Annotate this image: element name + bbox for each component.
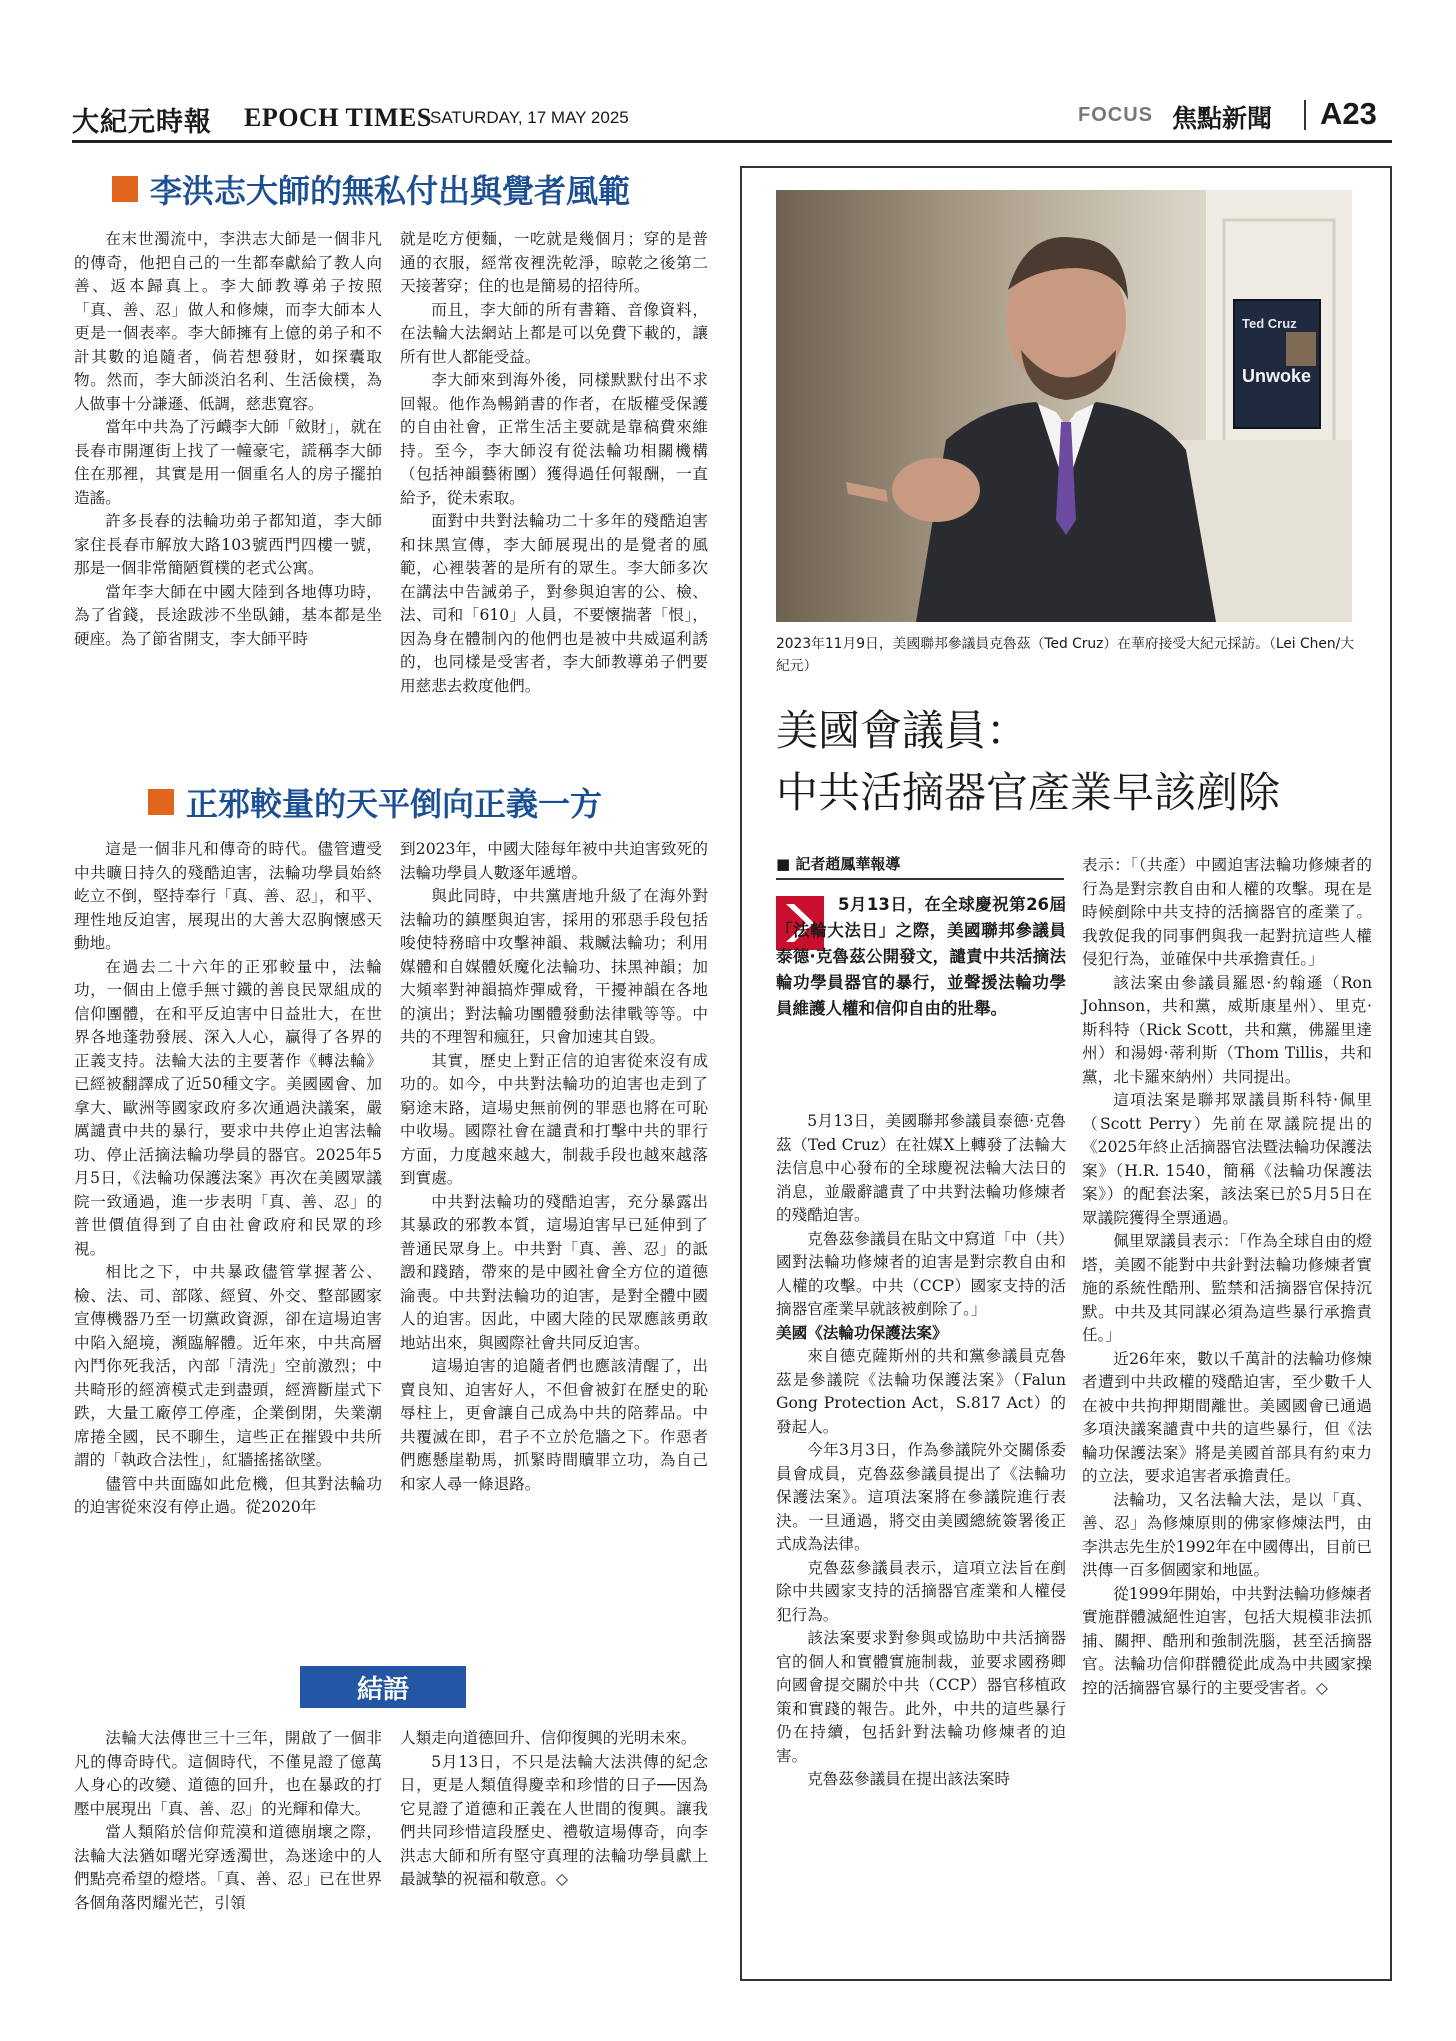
book-author-text: Ted Cruz bbox=[1242, 316, 1297, 331]
paragraph: 在末世濁流中，李洪志大師是一個非凡的傳奇，他把自己的一生都奉獻給了教人向善、返本歸真上。李大師教導弟子按照「真、善、忍」做人和修煉，而李大師本人更是一個表率。李大師擁有上億的弟子和不計其數的追隨者，倘若想發財，如探囊取物。然而，李大師淡泊名利、生活儉樸，為人做事十分謙遜、低調，慈悲寬容。 bbox=[74, 230, 382, 413]
feature-col1 bbox=[776, 1110, 1066, 1792]
section-name: 焦點新聞 bbox=[1172, 104, 1273, 133]
paragraph: 5月13日，美國聯邦參議員泰德·克魯茲（Ted Cruz）在社媒X上轉發了法輪大法信息中心發布的全球慶祝法輪大法日的消息，並嚴辭譴責了中共對法輪功修煉者的殘酷迫害。 bbox=[776, 1112, 1066, 1224]
byline: ■ 記者趙鳳華報導 bbox=[776, 855, 901, 873]
closing-heading: 結語 bbox=[300, 1666, 466, 1708]
section1-heading-text: 李洪志大師的無私付出與覺者風範 bbox=[150, 172, 631, 210]
paragraph: 法輪大法傳世三十三年，開啟了一個非凡的傳奇時代。這個時代，不僅見證了億萬人身心的改變、道德的回升，也在暴政的打壓中展現出「真、善、忍」的光輝和偉大。 bbox=[74, 1729, 382, 1818]
section2-heading-text: 正邪較量的天平倒向正義一方 bbox=[186, 785, 603, 823]
paragraph: 當年李大師在中國大陸到各地傳功時，為了省錢，長途跋涉不坐臥鋪，基本都是坐硬座。為了節省開支，李大師平時 bbox=[74, 582, 382, 648]
paragraph: 這項法案是聯邦眾議員斯科特·佩里（Scott Perry）先前在眾議院提出的《2025年終止活摘器官法暨法輪功保護法案》（H.R. 1540，簡稱《法輪功保護法案》）的配套法案，該法案已於5月5日在眾議院獲得全票通過。 bbox=[1082, 1091, 1372, 1227]
page-number: A23 bbox=[1320, 96, 1377, 131]
paragraph: 就是吃方便麵，一吃就是幾個月；穿的是普通的衣服，經常夜裡洗乾淨，晾乾之後第二天接著穿；住的也是簡易的招待所。 bbox=[400, 230, 708, 295]
section1-col1 bbox=[74, 228, 382, 651]
paragraph: 儘管中共面臨如此危機，但其對法輪功的迫害從來沒有停止過。從2020年 bbox=[74, 1474, 382, 1516]
publication-date: SATURDAY, 17 MAY 2025 bbox=[430, 108, 629, 127]
paragraph: 表示：「（共產）中國迫害法輪功修煉者的行為是對宗教自由和人權的攻擊。現在是時候剷除中共支持的活摘器官的產業了。我敦促我的同事們與我一起對抗這些人權侵犯行為，並確保中共承擔責任。」 bbox=[1082, 856, 1372, 968]
paragraph: 克魯茲參議員在貼文中寫道「中（共）國對法輪功修煉者的迫害是對宗教自由和人權的攻擊。中共（CCP）國家支持的活摘器官產業早就該被剷除了。」 bbox=[776, 1229, 1066, 1318]
section2-heading bbox=[148, 779, 602, 825]
focus-label: FOCUS bbox=[1078, 104, 1153, 126]
heading-square-icon bbox=[148, 789, 174, 815]
paragraph: 佩里眾議員表示：「作為全球自由的燈塔，美國不能對中共針對法輪功修煉者實施的系統性酷刑、監禁和活摘器官保持沉默。中共及其同謀必須為這些暴行承擔責任。」 bbox=[1082, 1232, 1372, 1344]
feature-title-line2: 中共活摘器官產業早該剷除 bbox=[776, 768, 1281, 817]
paragraph: 這是一個非凡和傳奇的時代。儘管遭受中共曠日持久的殘酷迫害，法輪功學員始終屹立不倒，堅持奉行「真、善、忍」，和平、理性地反迫害，展現出的大善大忍胸懷感天動地。 bbox=[74, 840, 382, 952]
lead-text: 5月13日，在全球慶祝第26屆「法輪大法日」之際，美國聯邦參議員泰德·克魯茲公開發文，譴責中共活摘法輪功學員器官的暴行，並聲援法輪功學員維護人權和信仰自由的壯舉。 bbox=[776, 895, 1066, 1018]
masthead-en: EPOCH TIMES bbox=[244, 103, 432, 132]
book-title-text: Unwoke bbox=[1242, 366, 1312, 386]
paragraph: 當年中共為了污衊李大師「斂財」，就在長春市開運街上找了一幢豪宅，謊稱李大師住在那裡，其實是用一個重名人的房子擺拍造謠。 bbox=[74, 418, 382, 507]
section1-col2 bbox=[400, 228, 708, 698]
paragraph: 在過去二十六年的正邪較量中，法輪功，一個由上億手無寸鐵的善良民眾組成的信仰團體，在和平反迫害中日益壯大，在世界各地蓬勃發展、深入人心，贏得了各界的正義支持。法輪大法的主要著作《轉法輪》已經被翻譯成了近50種文字。美國國會、加拿大、歐洲等國家政府多次通過決議案，嚴厲譴責中共的暴行，要求中共停止迫害法輪功、停止活摘法輪功學員的器官。2025年5月5日，《法輪功保護法案》再次在美國眾議院一致通過，進一步表明「真、善、忍」的普世價值得到了自由社會政府和民眾的珍視。 bbox=[74, 957, 382, 1258]
paragraph: 克魯茲參議員表示，這項立法旨在剷除中共國家支持的活摘器官產業和人權侵犯行為。 bbox=[776, 1558, 1066, 1624]
section3-col1 bbox=[74, 1727, 382, 1915]
paragraph: 這場迫害的追隨者們也應該清醒了，出賣良知、迫害好人，不但會被釘在歷史的恥辱柱上，更會讓自己成為中共的陪葬品。中共覆滅在即，君子不立於危牆之下。作惡者們應懸崖勒馬，抓緊時間贖罪立功，為自己和家人尋一條退路。 bbox=[400, 1357, 708, 1493]
feature-subheading: 美國《法輪功保護法案》 bbox=[776, 1323, 948, 1342]
masthead-zh: 大紀元時報 bbox=[72, 107, 212, 138]
feature-title-line1: 美國會議員： bbox=[776, 706, 1029, 755]
paragraph: 面對中共對法輪功二十多年的殘酷迫害和抹黑宣傳，李大師展現出的是覺者的風範，心裡裝著的是所有的眾生。李大師多次在講法中告誡弟子，對參與迫害的公、檢、法、司和「610」人員，不要懷揣著「恨」，因為身在體制內的他們也是被中共威逼利誘的，也同樣是受害者，李大師教導弟子們要用慈悲去救度他們。 bbox=[400, 512, 708, 695]
photo-caption: 2023年11月9日，美國聯邦參議員克魯茲（Ted Cruz）在華府接受大紀元採訪。（Lei Chen/大紀元） bbox=[776, 636, 1355, 674]
section1-heading bbox=[112, 166, 630, 212]
paragraph: 人類走向道德回升、信仰復興的光明未來。 bbox=[400, 1729, 697, 1747]
paragraph: 相比之下，中共暴政儘管掌握著公、檢、法、司、部隊、經貿、外交、整部國家宣傳機器乃至一切黨政資源，卻在這場迫害中陷入絕境，瀕臨解體。近年來，中共高層內鬥你死我活，內部「清洗」空前激烈；中共畸形的經濟模式走到盡頭，經濟斷崖式下跌，大量工廠停工停產，企業倒閉，失業潮席捲全國，民不聊生，這些正在摧毀中共所謂的「執政合法性」，紅牆搖搖欲墜。 bbox=[74, 1263, 382, 1469]
header-rule bbox=[72, 140, 1392, 143]
section3-col2 bbox=[400, 1727, 708, 1892]
paragraph: 近26年來，數以千萬計的法輪功修煉者遭到中共政權的殘酷迫害，至少數千人在被中共拘押期間離世。美國國會已通過多項決議案譴責中共的這些暴行，但《法輪功保護法案》將是美國首部具有約束力的立法，要求追害者承擔責任。 bbox=[1082, 1349, 1372, 1485]
paragraph: 法輪功，又名法輪大法，是以「真、善、忍」為修煉原則的佛家修煉法門，由李洪志先生於1992年在中國傳出，目前已洪傳一百多個國家和地區。 bbox=[1082, 1490, 1372, 1579]
paragraph: 中共對法輪功的殘酷迫害，充分暴露出其暴政的邪教本質，這場迫害早已延伸到了普通民眾身上。中共對「真、善、忍」的詆譭和踐踏，帶來的是中國社會全方位的道德淪喪。中共對法輪功的迫害，是對全體中國人的迫害。因此，中國大陸的民眾應該勇敢地站出來，與國際社會共同反迫害。 bbox=[400, 1192, 708, 1352]
paragraph: 其實，歷史上對正信的迫害從來沒有成功的。如今，中共對法輪功的迫害也走到了窮途末路，這場史無前例的罪惡也將在可恥中收場。國際社會在譴責和打擊中共的罪行方面，力度越來越大，制裁手段也越來越落到實處。 bbox=[400, 1051, 708, 1187]
header-separator bbox=[1304, 100, 1306, 130]
feature-col2 bbox=[1082, 854, 1372, 1700]
paragraph: 5月13日，不只是法輪大法洪傳的紀念日，更是人類值得慶幸和珍惜的日子──因為它見證了道德和正義在人世間的復興。讓我們共同珍惜這段歷史、禮敬這場傳奇，向李洪志大師和所有堅守真理的法輪功學員獻上最誠摯的祝福和敬意。◇ bbox=[400, 1752, 708, 1888]
interview-photo bbox=[776, 190, 1352, 622]
heading-square-icon bbox=[112, 176, 138, 202]
paragraph: 克魯茲參議員在提出該法案時 bbox=[807, 1770, 1010, 1788]
paragraph: 許多長春的法輪功弟子都知道，李大師家住長春市解放大路103號西門四樓一號，那是一個非常簡陋質樸的老式公寓。 bbox=[74, 512, 382, 577]
paragraph: 該法案由參議員羅恩·約翰遜（Ron Johnson，共和黨，威斯康星州）、里克·斯科特（Rick Scott，共和黨，佛羅里達州）和湯姆·蒂利斯（Thom Tillis，共和黨，北卡羅來納州）共同提出。 bbox=[1082, 973, 1372, 1086]
section2-col2 bbox=[400, 838, 708, 1496]
lead-paragraph bbox=[776, 892, 1066, 1022]
paragraph: 今年3月3日，作為參議院外交關係委員會成員，克魯茲參議員提出了《法輪功保護法案》。這項法案將在參議院進行表決。一旦通過，將交由美國總統簽署後正式成為法律。 bbox=[776, 1441, 1066, 1553]
paragraph: 到2023年，中國大陸每年被中共迫害致死的法輪功學員人數逐年遞增。 bbox=[400, 840, 708, 882]
feature-title bbox=[776, 700, 1376, 824]
paragraph: 李大師來到海外後，同樣默默付出不求回報。他作為暢銷書的作者，在版權受保護的自由社會，正常生活主要就是靠稿費來維持。至今，李大師沒有從法輪功相關機構（包括神韻藝術團）獲得過任何報酬，一直給予，從未索取。 bbox=[400, 371, 708, 507]
paragraph: 當人類陷於信仰荒漠和道德崩壞之際，法輪大法猶如曙光穿透濁世，為迷途中的人們點亮希望的燈塔。「真、善、忍」已在世界各個角落閃耀光芒，引領 bbox=[74, 1823, 382, 1912]
paragraph: 而且，李大師的所有書籍、音像資料，在法輪大法網站上都是可以免費下載的，讓所有世人都能受益。 bbox=[400, 300, 708, 366]
byline-rule bbox=[776, 878, 1064, 880]
section2-col1 bbox=[74, 838, 382, 1520]
paragraph: 該法案要求對參與或協助中共活摘器官的個人和實體實施制裁，並要求國務卿向國會提交關於中共（CCP）器官移植政策和實踐的報告。此外，中共的這些暴行仍在持續，包括針對法輪功修煉者的迫害。 bbox=[776, 1629, 1066, 1765]
paragraph: 與此同時，中共黨唐地升級了在海外對法輪功的鎮壓與迫害，採用的邪惡手段包括唆使特務暗中攻擊神韻、栽贓法輪功；利用媒體和自媒體妖魔化法輪功、抹黑神韻；加大頻率對神韻搞炸彈威脅，干擾神韻在各地的演出；對法輪功團體發動法律戰等等。中共的不理智和瘋狂，只會加速其自毀。 bbox=[400, 887, 708, 1046]
paragraph: 從1999年開始，中共對法輪功修煉者實施群體滅絕性迫害，包括大規模非法抓捕、關押、酷刑和強制洗腦，甚至活摘器官。法輪功信仰群體從此成為中共國家操控的活摘器官暴行的主要受害者。◇ bbox=[1082, 1584, 1372, 1697]
paragraph: 來自德克薩斯州的共和黨參議員克魯茲是參議院《法輪功保護法案》（Falun Gong Protection Act，S.817 Act）的發起人。 bbox=[776, 1347, 1066, 1436]
